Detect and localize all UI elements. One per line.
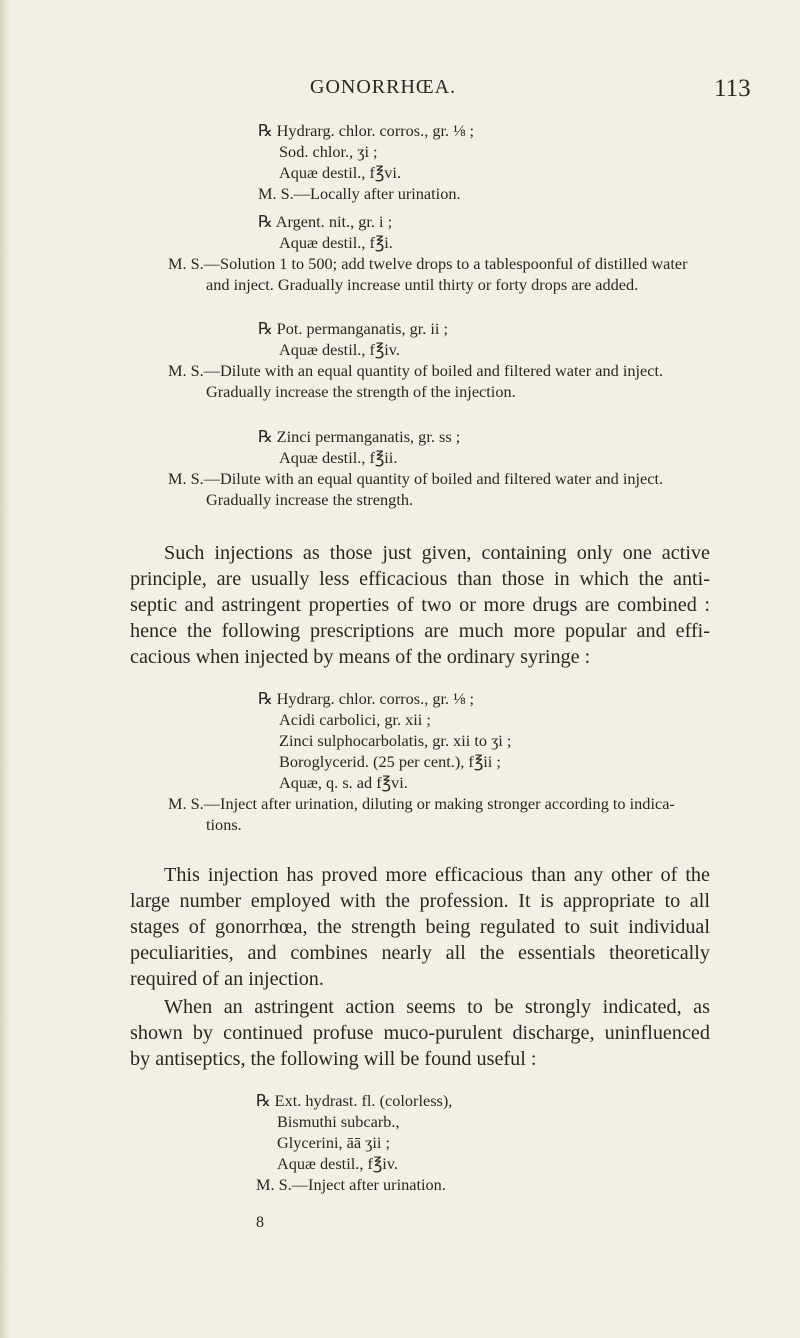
- rx-signature: M. S.—Inject after urination.: [256, 1175, 446, 1194]
- paragraph-line: large number employed with the profession. It is appropriate to all: [130, 890, 710, 912]
- signature-mark: 8: [256, 1214, 264, 1231]
- rx-signature: Gradually increase the strength.: [206, 490, 414, 509]
- rx-signature: and inject. Gradually increase until thirty or forty drops are added.: [206, 275, 639, 294]
- paragraph-line: peculiarities, and combines nearly all the essentials theoretically: [130, 942, 710, 964]
- prescription-1: [258, 120, 474, 204]
- rx-line: ℞ Pot. permanganatis, gr. ii ;: [258, 319, 449, 338]
- prescription-4: [258, 426, 460, 468]
- rx-line: ℞ Ext. hydrast. fl. (colorless),: [256, 1091, 453, 1110]
- rx-line: Aquæ, q. s. ad f℥vi.: [279, 773, 408, 792]
- rx-line: Bismuthi subcarb.,: [277, 1112, 400, 1131]
- rx-line: ℞ Hydrarg. chlor. corros., gr. ⅛ ;: [258, 689, 474, 708]
- paragraph-line: principle, are usually less efficacious than those in which the anti-: [130, 568, 710, 590]
- prescription-3: [258, 318, 448, 360]
- paragraph-line: This injection has proved more efficacious than any other of the: [164, 864, 710, 886]
- paragraph-line: stages of gonorrhœa, the strength being regulated to suit individual: [130, 916, 710, 938]
- rx-line: Boroglycerid. (25 per cent.), f℥ii ;: [279, 752, 501, 771]
- rx-signature: M. S.—Dilute with an equal quantity of boiled and filtered water and inject.: [168, 469, 664, 488]
- paragraph-line: cacious when injected by means of the ordinary syringe :: [130, 646, 591, 668]
- rx-line: ℞ Hydrarg. chlor. corros., gr. ⅛ ;: [258, 121, 474, 140]
- paragraph-line: septic and astringent properties of two or more drugs are combined :: [130, 594, 710, 616]
- rx-signature: M. S.—Dilute with an equal quantity of boiled and filtered water and inject.: [168, 361, 664, 380]
- paragraph-1: [130, 540, 710, 670]
- rx-line: ℞ Zinci permanganatis, gr. ss ;: [258, 427, 461, 446]
- page-edge-shadow: [0, 0, 10, 1338]
- rx-line: Sod. chlor., ʒi ;: [279, 142, 378, 161]
- page-header: [0, 76, 800, 106]
- rx-signature: tions.: [206, 815, 242, 834]
- rx-line: Aquæ destil., f℥iv.: [279, 340, 400, 359]
- paragraph-line: shown by continued profuse muco-purulent discharge, uninfluenced: [130, 1022, 710, 1044]
- rx-line: Aquæ destil., f℥iv.: [277, 1154, 398, 1173]
- rx-line: Zinci sulphocarbolatis, gr. xii to ʒi ;: [279, 731, 512, 750]
- rx-signature: M. S.—Inject after urination, diluting or making stronger according to indica-: [168, 794, 675, 813]
- rx-signature: Gradually increase the strength of the injection.: [206, 382, 516, 401]
- prescription-4-signature: [168, 468, 663, 510]
- rx-line: ℞ Argent. nit., gr. i ;: [258, 212, 393, 231]
- running-title: GONORRHŒA.: [310, 76, 457, 98]
- prescription-5: [258, 688, 511, 793]
- rx-line: Aquæ destil., f℥vi.: [279, 163, 402, 182]
- paragraph-line: When an astringent action seems to be strongly indicated, as: [164, 996, 710, 1018]
- paragraph-3: [130, 994, 710, 1072]
- rx-signature: M. S.—Locally after urination.: [258, 184, 461, 203]
- paragraph-line: required of an injection.: [130, 968, 324, 990]
- paragraph-2: [130, 862, 710, 992]
- rx-line: Acidi carbolici, gr. xii ;: [279, 710, 431, 729]
- page-number: 113: [714, 75, 751, 102]
- prescription-3-signature: [168, 360, 663, 402]
- paragraph-line: by antiseptics, the following will be found useful :: [130, 1048, 537, 1070]
- prescription-2-signature: [168, 253, 688, 295]
- paragraph-line: hence the following prescriptions are much more popular and effi-: [130, 620, 710, 642]
- prescription-6: [256, 1090, 452, 1195]
- rx-signature: M. S.—Solution 1 to 500; add twelve drops to a tablespoonful of distilled water: [168, 254, 688, 273]
- rx-line: Glycerini, āā ʒii ;: [277, 1133, 391, 1152]
- rx-line: Aquæ destil., f℥i.: [279, 233, 393, 252]
- rx-line: Aquæ destil., f℥ii.: [279, 448, 398, 467]
- prescription-2: [258, 211, 393, 253]
- paragraph-line: Such injections as those just given, containing only one active: [164, 542, 710, 564]
- prescription-5-signature: [168, 793, 675, 835]
